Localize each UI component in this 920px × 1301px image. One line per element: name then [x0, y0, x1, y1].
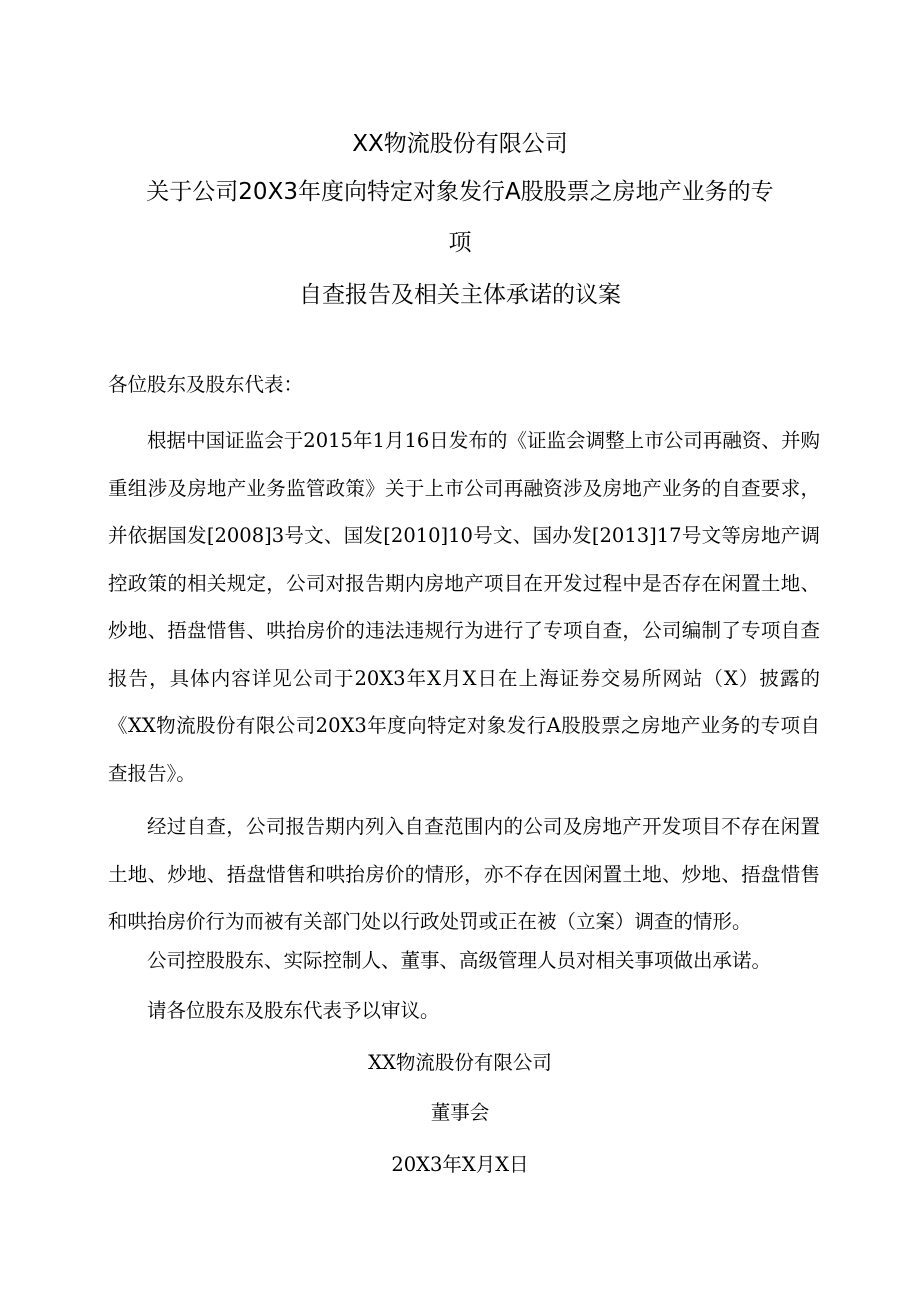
- paragraph-commitment: 公司控股股东、实际控制人、董事、高级管理人员对相关事项做出承诺。: [147, 949, 772, 972]
- document-title-line-2: 关于公司20X3年度向特定对象发行A股股票之房地产业务的专: [146, 179, 774, 205]
- document-title-line-4: 自查报告及相关主体承诺的议案: [299, 282, 621, 308]
- signature-board: 董事会: [430, 1101, 490, 1124]
- signature-company: XX物流股份有限公司: [368, 1051, 552, 1074]
- paragraph-background: 根据中国证监会于2015年1月16日发布的《证监会调整上市公司再融资、并购重组涉及房地产业务监管政策》关于上市公司再融资涉及房地产业务的自查要求，并依据国发[2008]3号文、国发[2010]10号文、国办发[2013]17号文等房地产调控政策的相关规定，公司对报告期内房地产项目在开发过程中是否存在闲置土地、炒地、捂盘惜售、哄抬房价的违法违规行为进行了专项自查，公司编制了专项自查报告，具体内容详见公司于20X3年X月X日在上海证券交易所网站（X）披露的《XX物流股份有限公司20X3年度向特定对象发行A股股票之房地产业务的专项自查报告》。: [108, 429, 820, 785]
- signature-date: 20X3年X月X日: [391, 1153, 529, 1176]
- paragraph-conclusion: 经过自查，公司报告期内列入自查范围内的公司及房地产开发项目不存在闲置土地、炒地、捂盘惜售和哄抬房价的情形，亦不存在因闲置土地、炒地、捂盘惜售和哄抬房价行为而被有关部门处以行政处罚或正在被（立案）调查的情形。: [108, 815, 820, 933]
- document-title-line-3: 项: [448, 230, 472, 256]
- paragraph-request: 请各位股东及股东代表予以审议。: [147, 999, 440, 1022]
- salutation: 各位股东及股东代表：: [108, 373, 304, 396]
- document-title-company: XX物流股份有限公司: [352, 131, 568, 157]
